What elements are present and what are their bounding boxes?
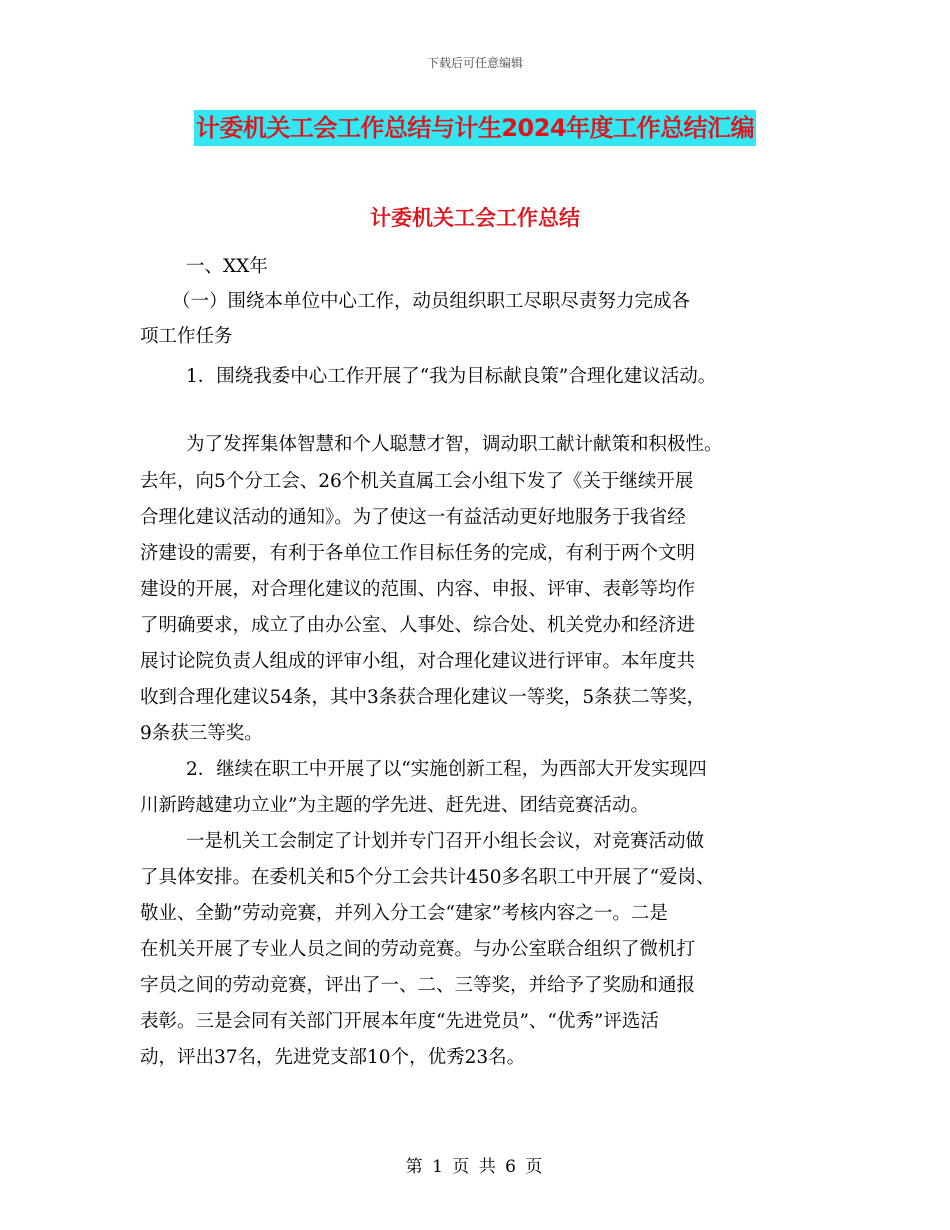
page-footer: 第 1 页 共 6 页 bbox=[405, 1157, 545, 1177]
paragraph-line: 2．继续在职工中开展了以“实施创新工程，为西部大开发实现四 bbox=[186, 759, 707, 780]
main-title-wrap bbox=[0, 110, 950, 146]
paragraph-line: 收到合理化建议54条，其中3条获合理化建议一等奖，5条获二等奖， bbox=[140, 687, 706, 708]
paragraph-line: 了明确要求，成立了由办公室、人事处、综合处、机关党办和经济进 bbox=[140, 615, 696, 636]
paragraph-line: 为了发挥集体智慧和个人聪慧才智，调动职工献计献策和积极性。 bbox=[186, 434, 723, 455]
paragraph-line: 表彰。三是会同有关部门开展本年度“先进党员”、“优秀”评选活 bbox=[140, 1011, 659, 1032]
paragraph-line: 在机关开展了专业人员之间的劳动竞赛。与办公室联合组织了微机打 bbox=[140, 939, 696, 960]
sub-title: 计委机关工会工作总结 bbox=[370, 206, 580, 230]
paragraph-line: （一）围绕本单位中心工作，动员组织职工尽职尽责努力完成各 bbox=[172, 291, 691, 312]
paragraph-line: 动，评出37名，先进党支部10个，优秀23名。 bbox=[140, 1047, 526, 1068]
paragraph-line: 一是机关工会制定了计划并专门召开小组长会议，对竞赛活动做 bbox=[186, 831, 705, 852]
paragraph-line: 川新跨越建功立业”为主题的学先进、赶先进、团结竞赛活动。 bbox=[140, 795, 649, 816]
section-heading: 一、XX年 bbox=[186, 256, 268, 277]
paragraph-line: 字员之间的劳动竞赛，评出了一、二、三等奖，并给予了奖励和通报 bbox=[140, 975, 696, 996]
paragraph-line: 合理化建议活动的通知》。为了使这一有益活动更好地服务于我省经 bbox=[140, 507, 686, 528]
paragraph-line: 项工作任务 bbox=[140, 326, 233, 347]
paragraph-line: 展讨论院负责人组成的评审小组，对合理化建议进行评审。本年度共 bbox=[140, 651, 696, 672]
main-title: 计委机关工会工作总结与计生2024年度工作总结汇编 bbox=[194, 110, 756, 146]
paragraph-line: 建设的开展，对合理化建议的范围、内容、申报、评审、表彰等均作 bbox=[140, 579, 696, 600]
paragraph-line: 了具体安排。在委机关和5个分工会共计450多名职工中开展了“爱岗、 bbox=[140, 867, 715, 888]
header-note: 下载后可任意编辑 bbox=[426, 56, 523, 70]
paragraph-line: 9条获三等奖。 bbox=[140, 723, 263, 744]
paragraph-line: 去年，向5个分工会、26个机关直属工会小组下发了《关于继续开展 bbox=[140, 471, 694, 492]
paragraph-line: 敬业、全勤”劳动竞赛，并列入分工会“建家”考核内容之一。二是 bbox=[140, 903, 668, 924]
paragraph-line: 1．围绕我委中心工作开展了“我为目标献良策”合理化建议活动。 bbox=[186, 366, 717, 387]
paragraph-line: 济建设的需要，有利于各单位工作目标任务的完成，有利于两个文明 bbox=[140, 543, 696, 564]
